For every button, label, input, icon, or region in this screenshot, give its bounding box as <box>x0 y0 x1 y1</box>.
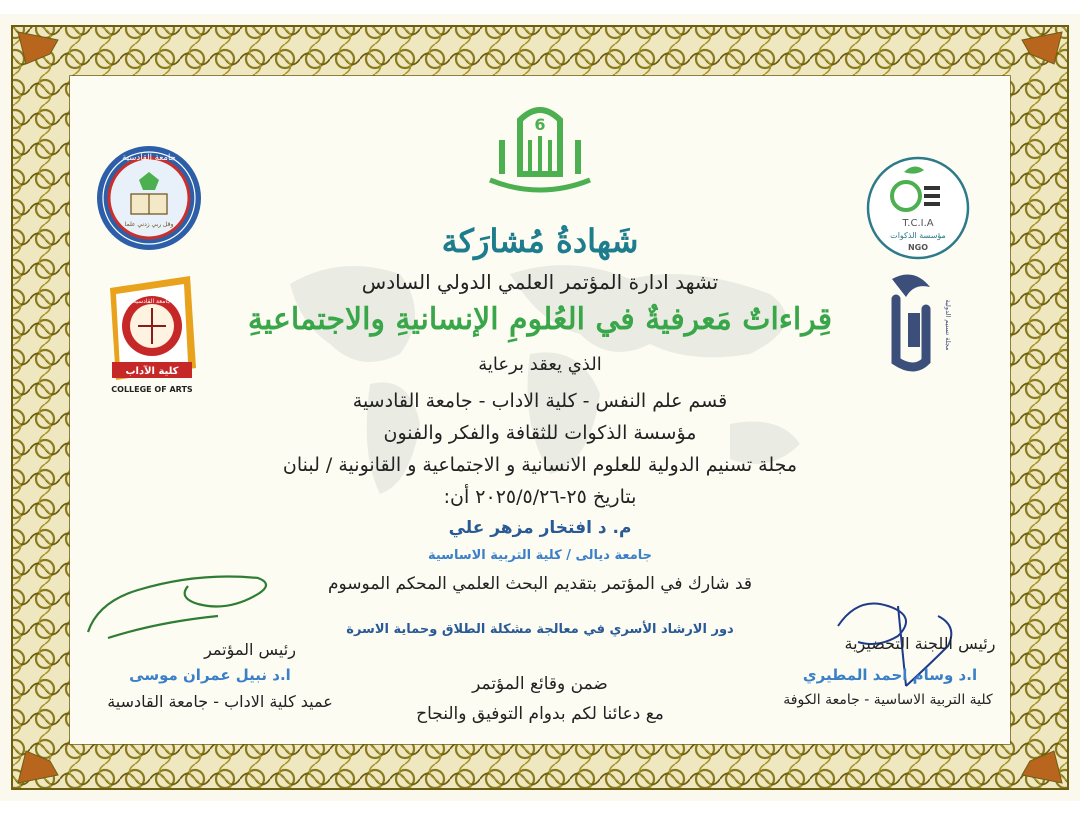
arts-logo-arabic: كلية الآداب <box>125 366 179 377</box>
tasneem-logo-text: مجلة تسنيم الدولية <box>944 299 952 351</box>
conference-president-signature <box>78 542 278 652</box>
tcia-logo-line-3: NGO <box>907 243 929 252</box>
recipient-name: م. د افتخار مزهر علي <box>448 518 632 538</box>
recipient-affiliation: جامعة ديالى / كلية التربية الاساسية <box>427 548 652 563</box>
university-seal-motto: وقل ربي زدني علما <box>124 221 174 228</box>
university-seal-text: جامعة القادسية <box>122 153 176 163</box>
left-signatory-position: عميد كلية الاداب - جامعة القادسية <box>107 692 333 711</box>
organizer-line: تشهد ادارة المؤتمر العلمي الدولي السادس <box>361 270 719 294</box>
right-signatory-position: كلية التربية الاساسية - جامعة الكوفة <box>783 692 993 708</box>
sponsor-line: مجلة تسنيم الدولية للعلوم الانسانية و الاجتماعية و القانونية / لبنان <box>282 454 798 476</box>
sponsor-line: قسم علم النفس - كلية الاداب - جامعة القادسية <box>352 390 728 412</box>
within-proceedings-text: ضمن وقائع المؤتمر <box>472 674 608 694</box>
sponsorship-intro: الذي يعقد برعاية <box>478 354 602 375</box>
conference-logo <box>480 100 600 212</box>
date-line: بتاريخ ٢٥-٢٠٢٥/٥/٢٦ أن: <box>443 486 637 508</box>
arts-logo-english: COLLEGE OF ARTS <box>111 385 193 394</box>
certificate <box>0 14 1080 801</box>
tcia-logo-line-1: T.C.I.A <box>902 218 934 229</box>
arts-logo-university: جامعة القادسية <box>133 298 171 305</box>
left-signatory-name: ا.د نبيل عمران موسى <box>129 666 291 684</box>
closing-text: مع دعائنا لكم بدوام التوفيق والنجاح <box>416 704 664 724</box>
conference-logo-number: 6 <box>534 115 546 134</box>
left-signatory-role: رئيس المؤتمر <box>204 640 296 659</box>
participation-text: قد شارك في المؤتمر بتقديم البحث العلمي المحكم الموسوم <box>327 574 752 594</box>
tcia-logo-line-2: مؤسسة الذكوات <box>890 231 946 240</box>
sponsor-line: مؤسسة الذكوات للثقافة والفكر والفنون <box>383 422 697 444</box>
right-signatory-name: ا.د وسام احمد المطيري <box>802 666 978 684</box>
research-title: دور الارشاد الأسري في معالجة مشكلة الطلاق وحماية الاسرة <box>346 622 734 637</box>
conference-name: قِراءاتٌ مَعرفيةٌ في العُلومِ الإنسانيةِ والاجتماعيةِ <box>247 302 833 337</box>
certificate-title: شَهادةُ مُشارَكة <box>441 222 639 260</box>
right-signatory-role: رئيس اللجنة التحضيرية <box>844 634 996 653</box>
